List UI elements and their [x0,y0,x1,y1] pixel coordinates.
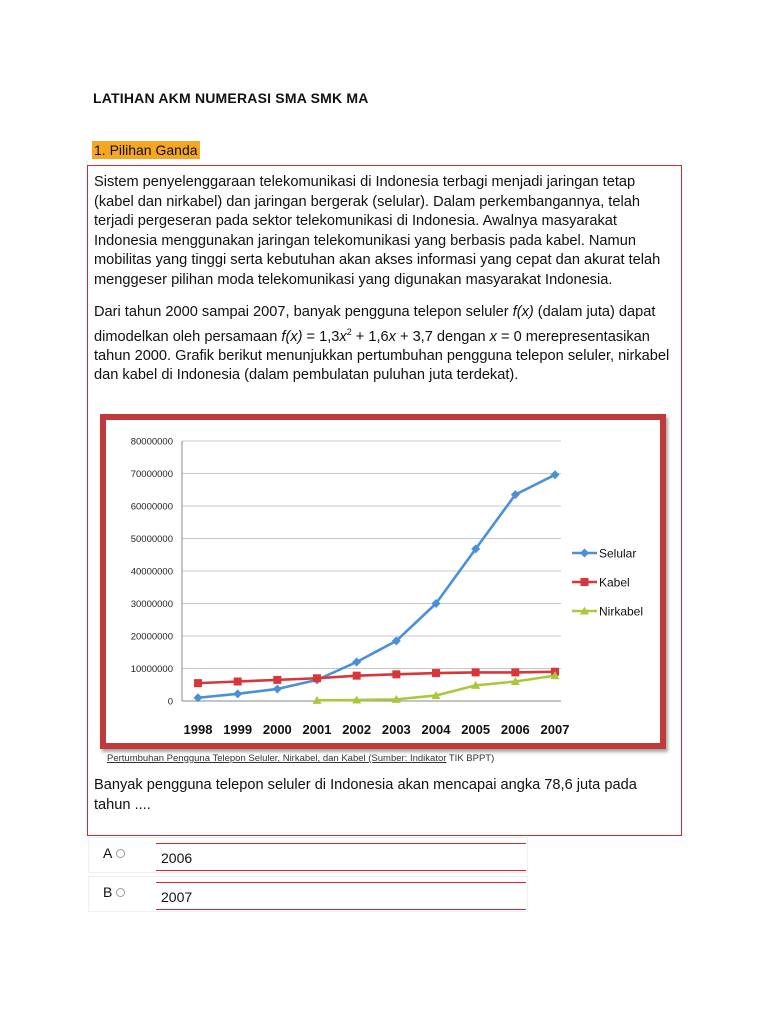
text-run: + 3,7 dengan [395,328,490,345]
option-text: 2006 [161,850,193,866]
context-paragraph: Sistem penyelenggaraan telekomunikasi di Indonesia terbagi menjadi jaringan tetap (kabel dan nirkabel) dan jaringan bergerak (selular). Dalam perkembangannya, telah terjadi pergeseran pada sektor telekomunikasi di Indonesia. Awalnya masyarakat Indonesia menggunakan jaringan telekomunikasi yang berbasis pada kabel. Namun mobilitas yang tinggi serta kebutuhan akan akses informasi yang cepat dan akurat telah menggeser pilihan moda telekomunikasi yang digunakan masyarakat Indonesia. [94,174,661,288]
x-tick-label: 2006 [500,722,530,737]
y-tick-label: 0 [167,696,173,708]
series-line-selular [198,475,555,698]
data-point [511,668,519,676]
legend-label: Kabel [599,575,630,590]
math-fx: f(x) [512,304,534,320]
document-title: LATIHAN AKM NUMERASI SMA SMK MA [93,90,369,106]
data-point [234,678,242,686]
option-letter: A [103,845,113,861]
series-line-kabel [198,672,555,683]
data-point [233,689,242,698]
radio-button-b[interactable] [116,888,125,897]
text-run: = 1,3 [302,328,340,345]
text-run: (dalam juta) dapat dimodelkan oleh persamaan [94,304,656,345]
line-chart [106,420,660,743]
x-tick-label: 2004 [421,722,451,737]
legend-label: Selular [599,546,637,561]
x-tick-label: 2003 [381,722,411,737]
option-a[interactable] [88,837,528,873]
data-point [273,676,281,684]
y-tick-label: 50000000 [130,534,173,545]
data-point [353,672,361,680]
x-tick-label: 2007 [540,722,570,737]
y-tick-label: 30000000 [130,599,173,610]
y-tick-label: 40000000 [130,566,173,578]
math-fx: f(x) [281,328,303,345]
data-point [432,669,440,677]
data-point [392,670,400,678]
text-run: Dari tahun 2000 sampai 2007, banyak pengguna telepon seluler [94,304,513,320]
data-point [273,684,282,693]
y-tick-label: 20000000 [130,631,173,643]
caption-source: Pertumbuhan Pengguna Telepon Seluler, Nirkabel, dan Kabel (Sumber: Indikator [107,753,447,764]
option-letter: B [103,884,113,900]
math-x: x [388,328,396,345]
model-paragraph [94,303,676,386]
math-exponent: 2 [346,326,352,337]
section-label: 1. Pilihan Ganda [94,142,198,158]
x-tick-label: 2005 [461,722,491,737]
radio-button-a[interactable] [116,849,125,858]
data-point [472,668,480,676]
data-point [313,674,321,682]
chart-frame [100,414,666,749]
question-prompt: Banyak pengguna telepon seluler di Indonesia akan mencapai angka 78,6 juta pada tahun .... [94,777,637,813]
x-tick-label: 1999 [223,722,253,737]
data-point [581,578,589,586]
y-tick-label: 60000000 [130,501,173,513]
y-tick-label: 80000000 [130,436,173,448]
data-point [551,470,560,479]
math-x: x [339,328,347,345]
x-tick-label: 2002 [342,722,372,737]
text-run: = 0 merepresentasikan tahun 2000. Grafik berikut menunjukkan pertumbuhan pengguna telepon seluler, nirkabel dan kabel di Indonesia (dalam pembulatan puluhan juta terdekat). [94,328,670,384]
math-x: x [489,328,497,345]
option-text: 2007 [161,889,193,905]
x-tick-label: 2001 [302,722,332,737]
option-answer-cell[interactable] [156,843,526,871]
x-tick-label: 1998 [183,722,213,737]
chart-caption [107,753,494,764]
option-answer-cell[interactable] [156,882,526,910]
x-tick-label: 2000 [262,722,292,737]
y-tick-label: 10000000 [130,664,173,675]
data-point [194,679,202,687]
text-run: + 1,6 [351,328,389,345]
caption-publisher: TIK BPPT) [446,753,495,764]
question-box [87,165,682,836]
legend-label: Nirkabel [599,604,644,619]
data-point [580,549,589,558]
y-tick-label: 70000000 [130,469,173,480]
option-b[interactable] [88,876,528,912]
